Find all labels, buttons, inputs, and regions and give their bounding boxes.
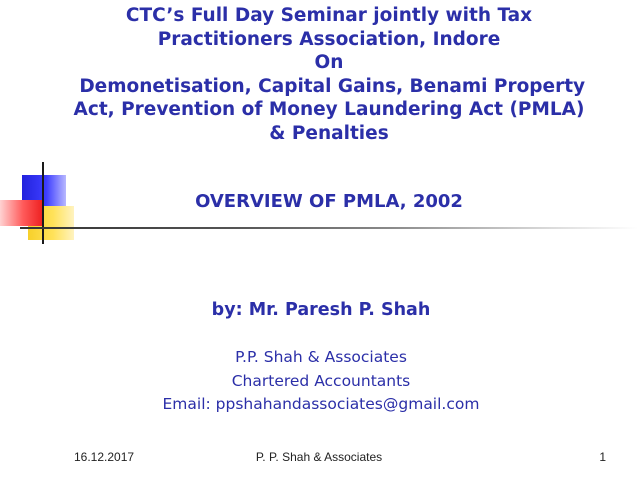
title-line: Practitioners Association, Indore xyxy=(157,28,501,50)
title-line: On xyxy=(314,52,344,73)
slide-title xyxy=(52,4,606,145)
title-line: CTC’s Full Day Seminar jointly with Tax xyxy=(125,5,533,26)
slide-subtitle: OVERVIEW OF PMLA, 2002 xyxy=(195,191,463,212)
slide-number: 1 xyxy=(599,450,606,464)
footer-date: 16.12.2017 xyxy=(74,450,135,464)
title-line: Demonetisation, Capital Gains, Benami Property xyxy=(72,75,586,97)
footer-firm-name: P. P. Shah & Associates xyxy=(255,450,383,464)
firm-designation: Chartered Accountants xyxy=(231,371,411,390)
firm-name: P.P. Shah & Associates xyxy=(235,348,407,366)
red-rectangle-shape xyxy=(0,200,42,226)
firm-email: Email: ppshahandassociates@gmail.com xyxy=(162,395,480,413)
vertical-rule xyxy=(42,162,44,244)
firm-details xyxy=(60,346,582,417)
presenter-name: by: Mr. Paresh P. Shah xyxy=(211,300,431,320)
title-line: & Penalties xyxy=(269,122,389,144)
horizontal-rule xyxy=(20,227,638,229)
title-line: Act, Prevention of Money Laundering Act (PMLA) xyxy=(73,99,585,120)
